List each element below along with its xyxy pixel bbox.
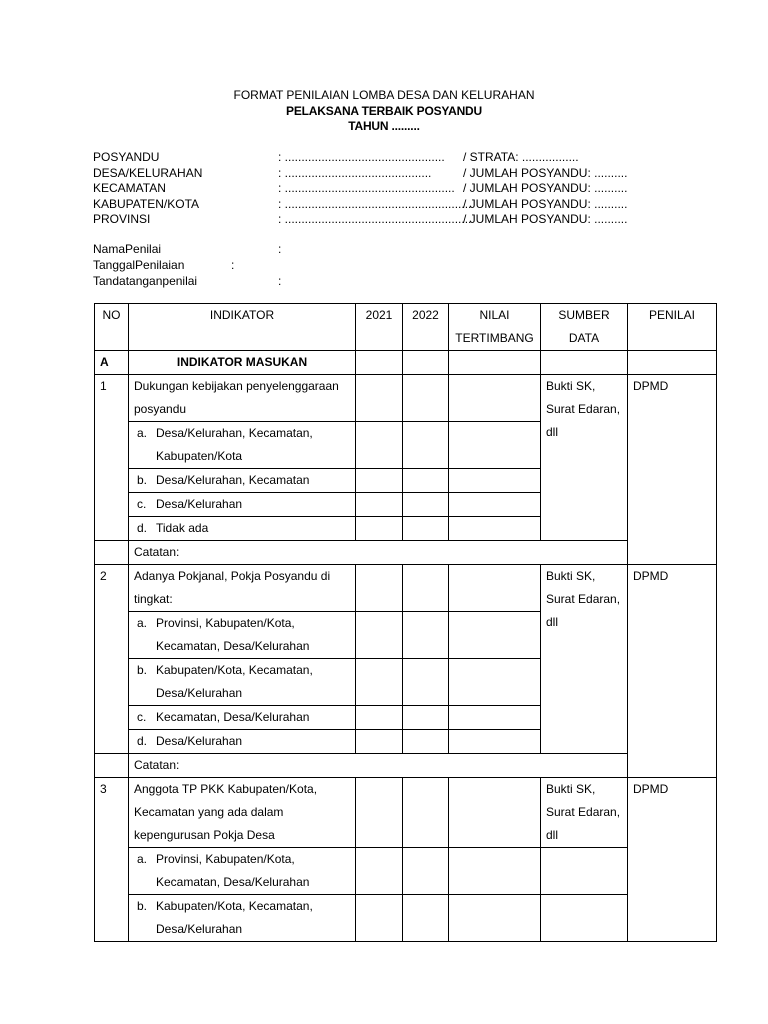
option-text: Kabupaten/Kota, Kecamatan, Desa/Kelurahan [156,899,313,936]
table-row [95,895,717,942]
option-text: Desa/Kelurahan [156,497,243,511]
option-cell [129,730,356,754]
option-cell [129,895,356,942]
assessor-label: Tandatanganpenilai [93,274,198,288]
assessment-table [94,303,717,942]
col-header-indikator: INDIKATOR [129,304,356,351]
info-label: DESA/KELURAHAN [93,165,203,180]
col-header-no: NO [95,304,129,351]
option-cell [129,422,356,469]
option-text: Provinsi, Kabupaten/Kota, Kecamatan, Desa/Kelurahan [156,852,310,889]
option-text: Tidak ada [156,521,209,535]
item-source: Bukti SK, Surat Edaran, dll [541,375,628,541]
assessor-row-signature [93,273,393,289]
info-extra: / JUMLAH POSYANDU: .......... [463,196,628,211]
option-cell [129,848,356,895]
col-header-nilai [449,304,541,351]
notes-label: Catatan: [129,754,628,778]
info-value: : ............................................ [278,165,432,180]
option-cell [129,659,356,706]
info-extra: / JUMLAH POSYANDU: .......... [463,165,628,180]
option-text: Provinsi, Kabupaten/Kota, Kecamatan, Desa/Kelurahan [156,616,310,653]
item-source: Bukti SK, Surat Edaran, dll [541,778,628,848]
item-number: 1 [95,375,129,541]
item-indicator: Anggota TP PKK Kabupaten/Kota, Kecamatan yang ada dalam kepengurusan Pokja Desa [129,778,356,848]
info-value: : ........................................................ [278,212,472,226]
info-label: PROVINSI [93,212,151,226]
option-marker: a. [137,852,148,866]
info-row-provinsi [93,212,693,228]
assessor-row-date [93,257,393,273]
col-header-penilai: PENILAI [628,304,717,351]
info-row-kecamatan [93,181,693,197]
assessor-block [93,241,393,289]
info-row-kabupaten [93,197,693,213]
section-title: INDIKATOR MASUKAN [129,351,356,375]
assessor-colon: : [278,274,282,288]
notes-row [95,541,717,565]
section-row [95,351,717,375]
table-row [95,565,717,612]
col-header-sumber-2: DATA [568,331,600,345]
assessor-label: TanggalPenilaian [93,258,185,272]
section-code: A [95,351,129,375]
assessor-row-name [93,241,393,257]
col-header-sumber-1: SUMBER [558,308,610,322]
item-penilai: DPMD [628,565,717,778]
col-header-sumber [541,304,628,351]
col-header-nilai-1: NILAI [479,308,510,322]
item-source: Bukti SK, Surat Edaran, dll [541,565,628,754]
option-marker: a. [137,616,148,630]
table-header-row [95,304,717,351]
option-cell [129,612,356,659]
item-indicator: Dukungan kebijakan penyelenggaraan posyandu [129,375,356,422]
assessor-label: NamaPenilai [93,242,162,256]
table-row [95,778,717,848]
option-cell [129,706,356,730]
option-marker: b. [137,663,148,677]
notes-row [95,754,717,778]
table-row [95,848,717,895]
item-number: 3 [95,778,129,942]
item-penilai: DPMD [628,778,717,942]
title-line-3: TAHUN ......... [348,119,420,133]
info-extra: / STRATA: ................. [463,150,579,164]
option-text: Desa/Kelurahan, Kecamatan [156,473,310,487]
info-extra: / JUMLAH POSYANDU: .......... [463,212,628,226]
col-header-nilai-2: TERTIMBANG [455,331,534,345]
option-cell [129,469,356,493]
option-cell [129,517,356,541]
col-header-2022: 2022 [403,304,449,351]
assessor-colon: : [231,258,235,272]
item-indicator: Adanya Pokjanal, Pokja Posyandu di tingkat: [129,565,356,612]
info-row-posyandu [93,150,693,166]
option-marker: c. [137,710,147,724]
col-header-2021: 2021 [356,304,403,351]
assessor-colon: : [278,242,282,256]
info-label: KECAMATAN [93,181,166,195]
option-text: Desa/Kelurahan, Kecamatan, Kabupaten/Kota [156,426,313,463]
notes-label: Catatan: [129,541,628,565]
option-marker: d. [137,734,148,748]
option-marker: a. [137,426,148,440]
item-number: 2 [95,565,129,754]
option-text: Kecamatan, Desa/Kelurahan [156,710,310,724]
info-label: POSYANDU [93,150,160,164]
option-marker: d. [137,521,148,535]
document-title-block [0,88,768,135]
info-row-desa [93,166,693,182]
option-text: Kabupaten/Kota, Kecamatan, Desa/Kelurahan [156,663,313,700]
info-extra: / JUMLAH POSYANDU: .......... [463,181,628,195]
info-value: : ........................................................ [278,196,472,211]
option-cell [129,493,356,517]
title-line-1: FORMAT PENILAIAN LOMBA DESA DAN KELURAHAN [233,88,535,102]
info-value: : ................................................ [278,150,445,164]
option-marker: c. [137,497,147,511]
option-marker: b. [137,899,148,913]
option-text: Desa/Kelurahan [156,734,243,748]
info-value: : ................................................... [278,181,455,195]
table-row [95,375,717,422]
info-label: KABUPATEN/KOTA [93,196,200,211]
posyandu-info-block [93,150,693,228]
option-marker: b. [137,473,148,487]
item-penilai: DPMD [628,375,717,565]
title-line-2: PELAKSANA TERBAIK POSYANDU [286,103,482,118]
